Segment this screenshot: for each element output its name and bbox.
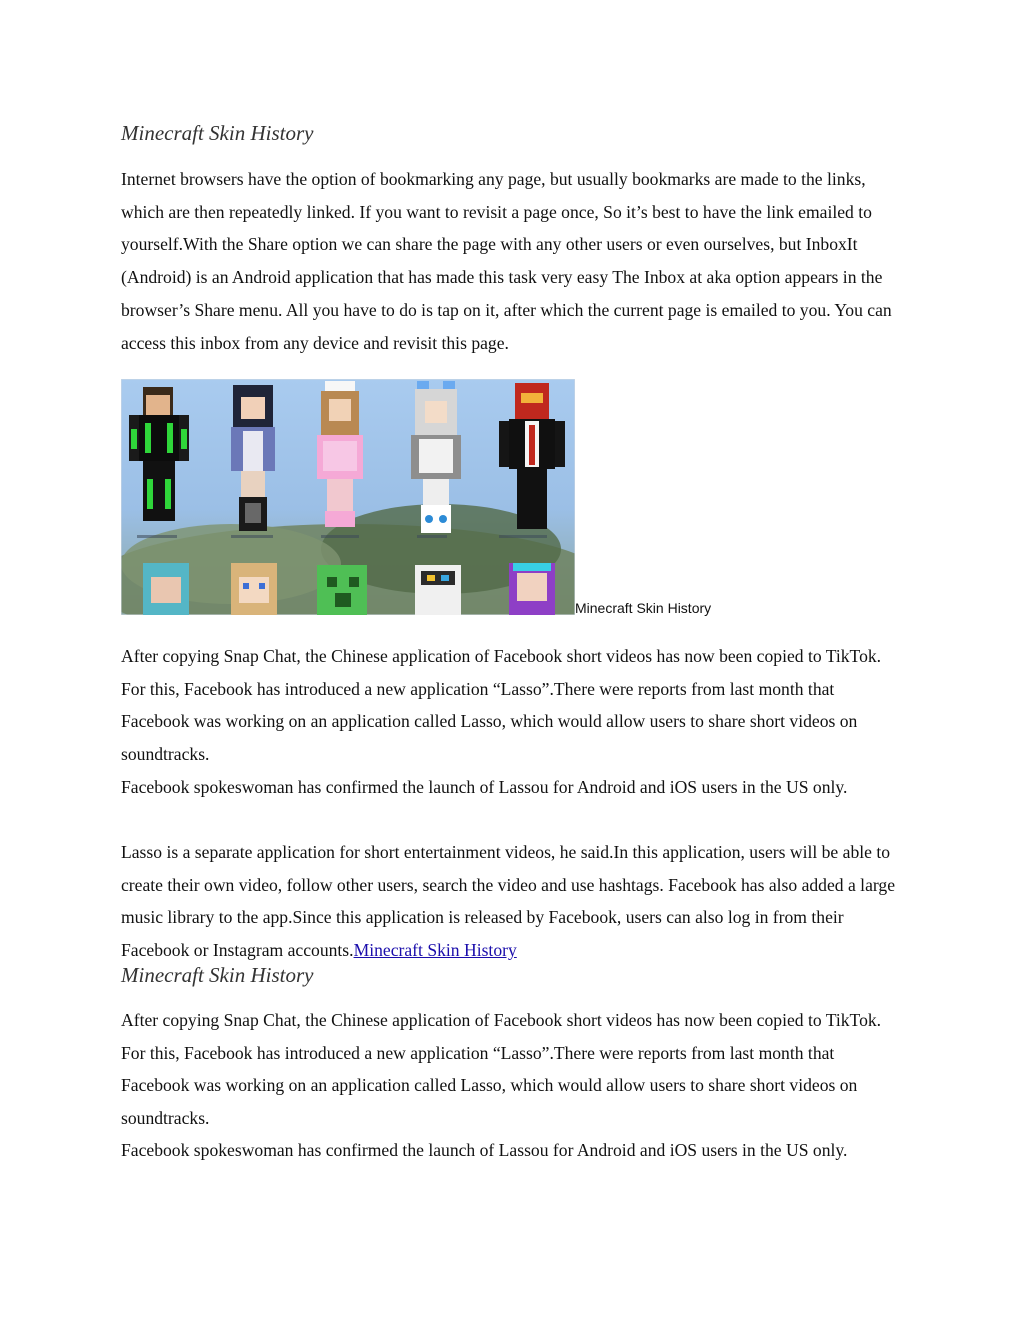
skin-figure <box>143 563 189 615</box>
minecraft-skin-history-link[interactable]: Minecraft Skin History <box>353 940 517 961</box>
paragraph-text: Lasso is a separate application for short entertainment videos, he said.In this application, users will be able to create their own video, follow other users, search the video and use hashtags. Facebook has also added a large music library to the app.Since this application is released by Facebook, users can also log in from their Facebook or Instagram accounts. <box>121 842 896 961</box>
section-heading: Minecraft Skin History <box>121 963 314 987</box>
skin-figure <box>415 565 461 615</box>
section-heading: Minecraft Skin History <box>121 121 314 145</box>
body-paragraph: After copying Snap Chat, the Chinese application of Facebook short videos has now been copied to TikTok. For this, Facebook has introduced a new application “Lasso”.There were reports from last month that Facebook was working on an application called Lasso, which would allow users to share short videos on soundtracks. <box>121 646 882 765</box>
body-paragraph: After copying Snap Chat, the Chinese application of Facebook short videos has now been copied to TikTok. For this, Facebook has introduced a new application “Lasso”.There were reports from last month that Facebook was working on an application called Lasso, which would allow users to share short videos on soundtracks. <box>121 1010 882 1129</box>
skin-figure <box>509 563 555 615</box>
skin-figure <box>231 563 277 615</box>
body-paragraph <box>121 836 901 967</box>
skin-figure <box>317 565 367 615</box>
minecraft-skins-image <box>121 379 575 615</box>
body-paragraph: Facebook spokeswoman has confirmed the launch of Lassou for Android and iOS users in the US only. <box>121 1140 848 1160</box>
image-caption: Minecraft Skin History <box>575 600 712 616</box>
body-paragraph: Facebook spokeswoman has confirmed the launch of Lassou for Android and iOS users in the US only. <box>121 777 848 797</box>
intro-paragraph: Internet browsers have the option of bookmarking any page, but usually bookmarks are made to the links, which are then repeatedly linked. If you want to revisit a page once, So it’s best to have the link emailed to yourself.With the Share option we can share the page with any other users or even ourselves, but InboxIt (Android) is an Android application that has made this task very easy The Inbox at aka option appears in the browser’s Share menu. All you have to do is tap on it, after which the current page is emailed to you. You can access this inbox from any device and revisit this page. <box>121 169 892 353</box>
